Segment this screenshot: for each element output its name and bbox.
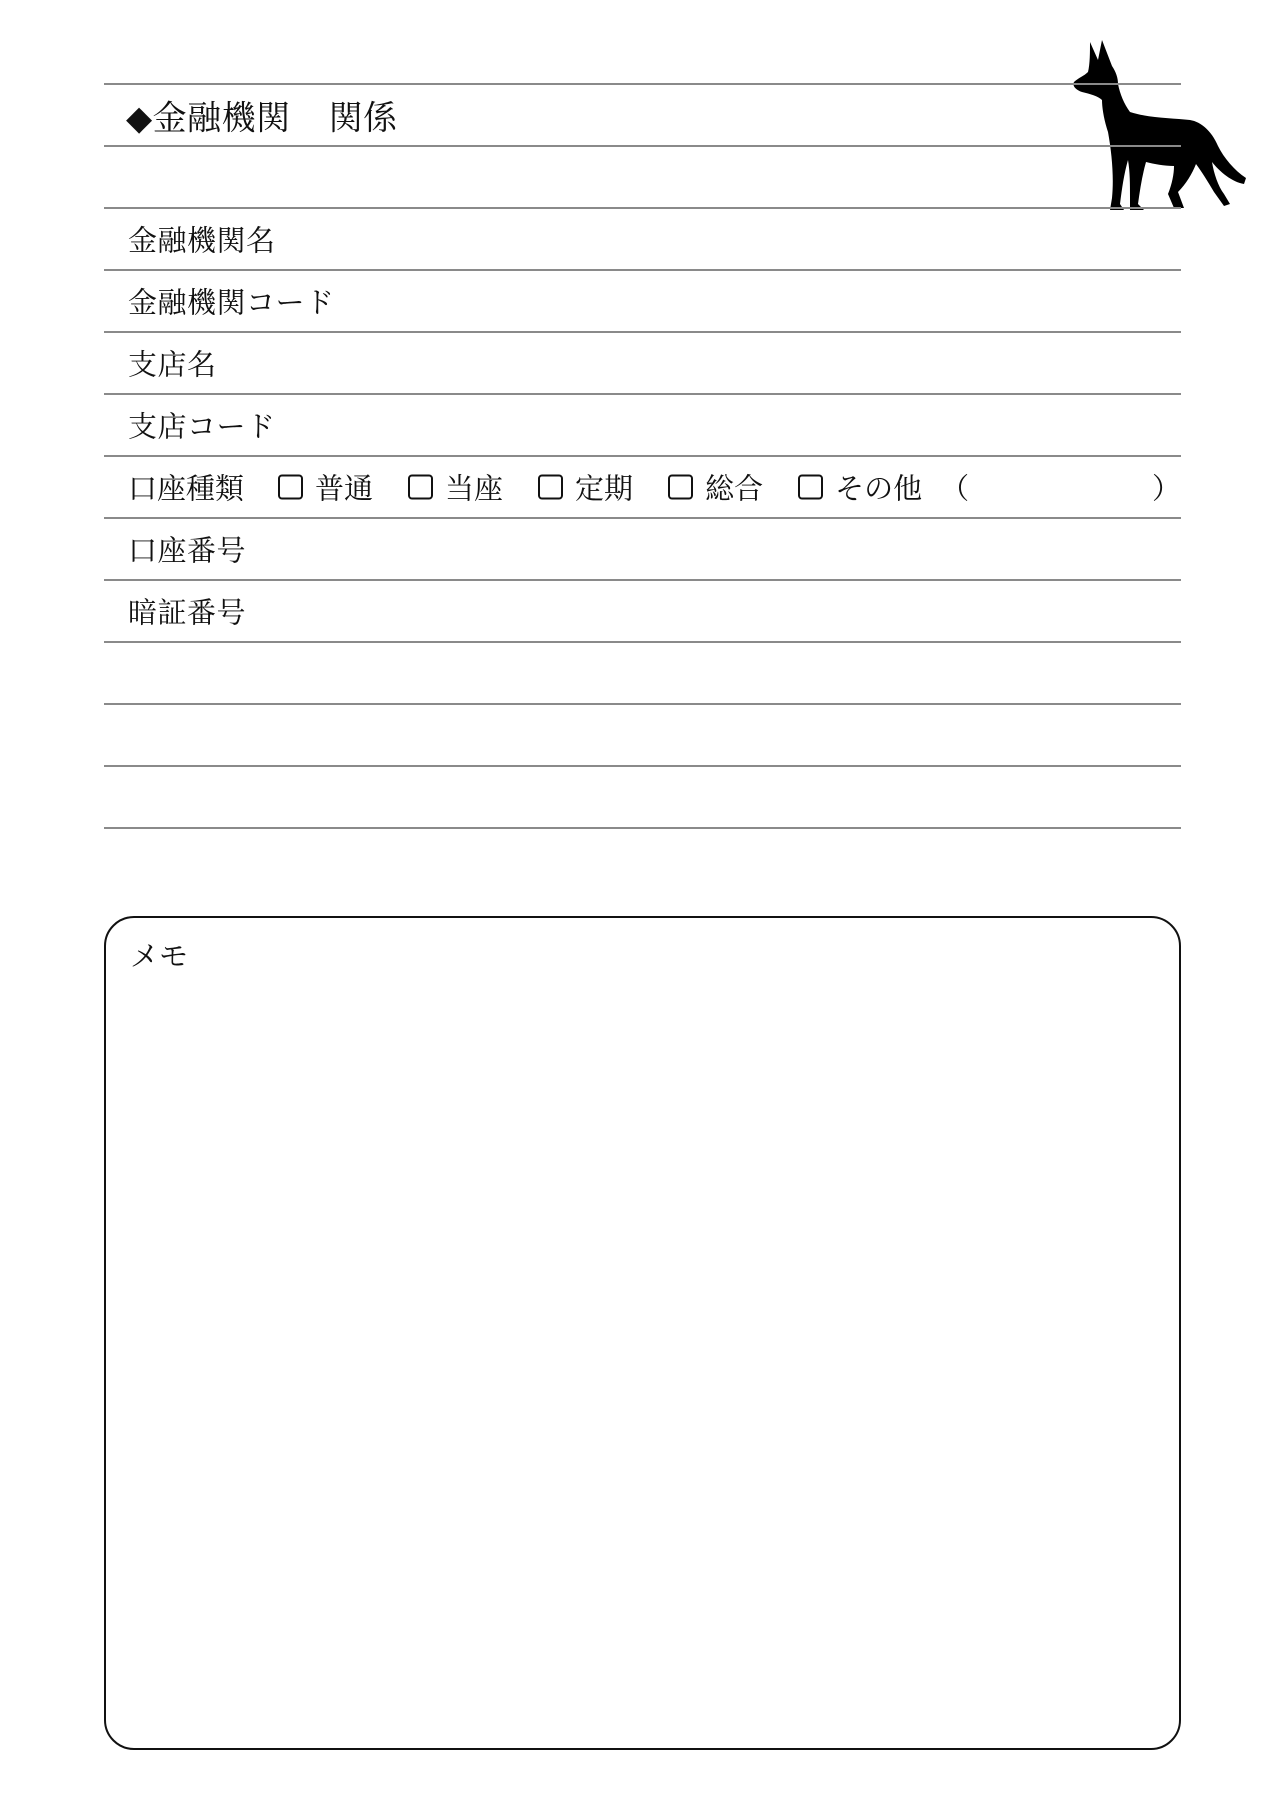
branch-code-label: 支店コード: [128, 409, 276, 444]
bank-name-label: 金融機関名: [128, 223, 276, 258]
bank-code-label: 金融機関コード: [128, 285, 335, 320]
account-number-row[interactable]: [104, 519, 1181, 581]
branch-name-row[interactable]: [104, 333, 1181, 395]
branch-code-row[interactable]: [104, 395, 1181, 457]
paren-open: （: [940, 471, 970, 506]
checkbox[interactable]: [408, 475, 433, 500]
memo-box[interactable]: [104, 916, 1181, 1750]
account-number-label: 口座番号: [128, 533, 247, 568]
option-futsu[interactable]: 普通: [278, 467, 373, 508]
blank-row[interactable]: [104, 643, 1181, 705]
branch-name-label: 支店名: [128, 347, 217, 382]
checkbox[interactable]: [278, 475, 303, 500]
option-other[interactable]: その他 （: [798, 467, 969, 508]
blank-row[interactable]: [104, 147, 1181, 209]
bank-info-form: [104, 83, 1181, 829]
pin-row[interactable]: [104, 581, 1181, 643]
checkbox[interactable]: [538, 475, 563, 500]
section-title-row: [104, 85, 1181, 147]
checkbox[interactable]: [668, 475, 693, 500]
account-type-row: [104, 457, 1181, 519]
checkbox[interactable]: [798, 475, 823, 500]
section-title: ◆金融機関 関係: [126, 98, 398, 139]
option-sougou[interactable]: 総合: [668, 467, 763, 508]
pin-label: 暗証番号: [128, 595, 247, 630]
bank-name-row[interactable]: [104, 209, 1181, 271]
memo-label: メモ: [130, 939, 189, 973]
blank-row[interactable]: [104, 705, 1181, 767]
diamond-icon: ◆: [126, 98, 153, 139]
account-type-label: 口座種類: [128, 471, 245, 506]
blank-row[interactable]: [104, 767, 1181, 829]
paren-close: ）: [1151, 471, 1181, 506]
bank-code-row[interactable]: [104, 271, 1181, 333]
option-touza[interactable]: 当座: [408, 467, 503, 508]
option-teiki[interactable]: 定期: [538, 467, 633, 508]
